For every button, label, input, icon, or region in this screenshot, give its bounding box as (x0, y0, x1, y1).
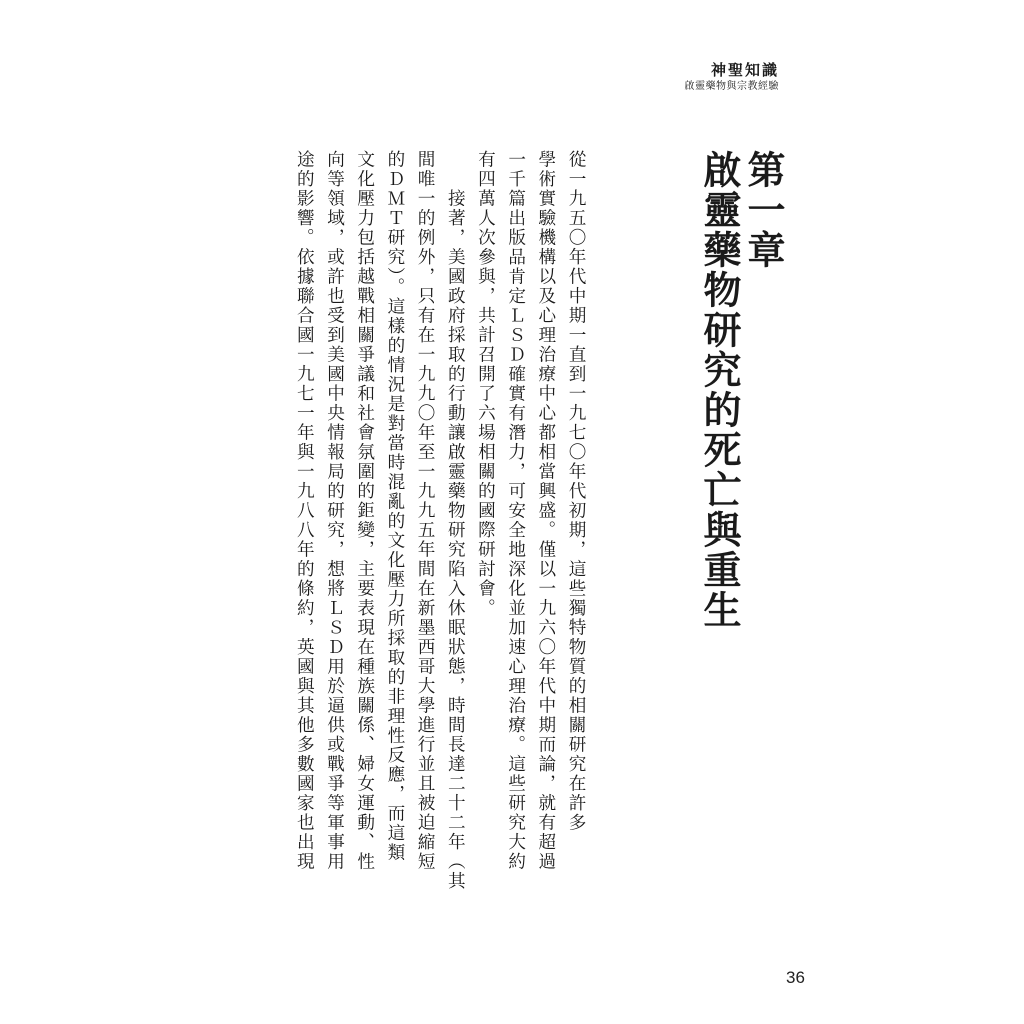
text-column: 接著，美國政府採取的行動讓啟靈藥物研究陷入休眠狀態，時間長達二十二年（其 (445, 189, 466, 891)
text-column: 向等領域，或許也受到美國中央情報局的研究，想將ＬＳＤ用於逼供或戰爭等軍事用 (324, 150, 345, 872)
text-column: 有四萬人次參與，共計召開了六場相關的國際研討會。 (475, 150, 496, 618)
body-text (264, 150, 584, 980)
text-column: 一千篇出版品肯定ＬＳＤ確實有潛力，可安全地深化並加速心理治療。這些研究大約 (505, 150, 526, 872)
chapter-title: 啟靈藥物研究的死亡與重生 (697, 150, 742, 630)
chapter-number: 第一章 (741, 150, 786, 270)
header-book-title: 神聖知識 (710, 61, 779, 79)
text-column: 從一九五〇年代中期一直到一九七〇年代初期，這些獨特物質的相關研究在許多 (566, 150, 586, 833)
text-column: 間唯一的例外，只有在一九九〇年至一九九五年間在新墨西哥大學進行並且被迫縮短 (415, 150, 436, 872)
header-book-subtitle: 啟靈藥物與宗教經驗 (684, 81, 779, 92)
chapter-heading (697, 150, 786, 710)
text-column: 文化壓力包括越戰相關爭議和社會氛圍的鉅變，主要表現在種族關係、婦女運動、性 (354, 150, 375, 872)
text-column: 學術實驗機構以及心理治療中心都相當興盛。僅以一九六〇年代中期而論，就有超過 (535, 150, 556, 872)
text-column: 的ＤＭＴ研究）。這樣的情況是對當時混亂的文化壓力所採取的非理性反應，而這類 (384, 150, 405, 863)
running-header (685, 60, 780, 94)
page-number: 36 (786, 968, 805, 987)
text-column: 途的影響。依據聯合國一九七一年與一九八八年的條約，英國與其他多數國家也出現 (294, 150, 315, 872)
